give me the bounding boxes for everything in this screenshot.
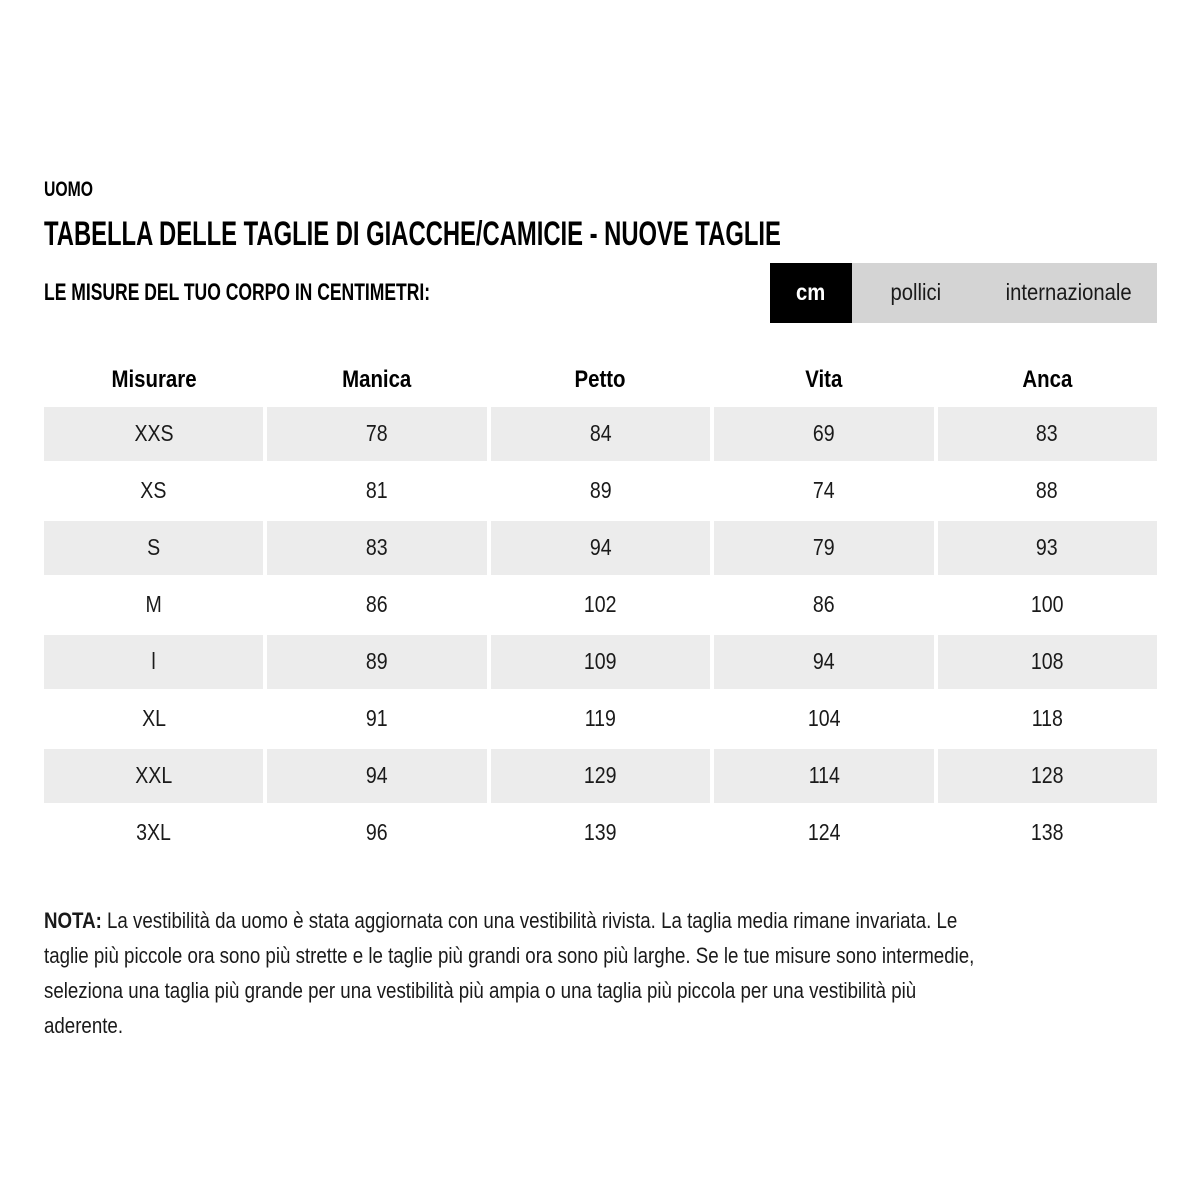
size-label: XL: [141, 705, 166, 732]
measure-cell: [267, 521, 486, 575]
measure-value: 114: [808, 762, 840, 789]
size-label: 3XL: [136, 819, 172, 846]
column-header-manica: [267, 357, 486, 404]
measure-cell: [491, 749, 710, 803]
measure-cell: [267, 749, 486, 803]
measure-value: 94: [589, 534, 612, 561]
measure-value: 88: [1036, 477, 1059, 504]
column-header-petto-text: Petto: [574, 366, 626, 394]
measure-value: 74: [812, 477, 835, 504]
measure-value: 104: [807, 705, 841, 732]
size-cell: [44, 749, 263, 803]
measure-cell: [714, 635, 933, 689]
measure-cell: [714, 407, 933, 461]
measure-cell: [491, 464, 710, 518]
measure-cell: [938, 464, 1157, 518]
column-header-anca: [938, 357, 1157, 404]
measure-cell: [491, 578, 710, 632]
measure-value: 124: [807, 819, 841, 846]
unit-option-cm[interactable]: [770, 263, 852, 323]
measure-cell: [491, 692, 710, 746]
measure-cell: [938, 578, 1157, 632]
measurements-subtitle-text: LE MISURE DEL TUO CORPO IN CENTIMETRI:: [44, 278, 431, 306]
category-label-text: UOMO: [44, 178, 93, 201]
header-row: [44, 357, 1157, 404]
page-title: [44, 217, 1157, 253]
measure-cell: [938, 635, 1157, 689]
unit-option-pollici-label: pollici: [890, 279, 942, 306]
fit-note-text: La vestibilità da uomo è stata aggiornata con una vestibilità rivista. La taglia media rimane invariata. Le taglie più piccole ora sono più strette e le taglie più grandi ora sono più larghe. Se le tue misure sono intermedie, seleziona una taglia più grande per una vestibilità più ampia o una taglia più piccola per una vestibilità più aderente.: [44, 907, 975, 1038]
measure-cell: [938, 806, 1157, 860]
measure-value: 94: [812, 648, 835, 675]
measure-cell: [491, 407, 710, 461]
measure-value: 109: [584, 648, 617, 675]
unit-option-pollici[interactable]: [852, 263, 980, 323]
controls-row: [44, 263, 1157, 323]
measure-cell: [267, 806, 486, 860]
size-label: l: [151, 648, 156, 675]
measure-value: 129: [584, 762, 617, 789]
measure-value: 78: [366, 420, 388, 447]
measure-value: 86: [812, 591, 835, 618]
measure-cell: [714, 578, 933, 632]
measure-cell: [267, 407, 486, 461]
size-label: XS: [140, 477, 167, 504]
measure-value: 83: [1036, 420, 1059, 447]
table-row-xxl: [44, 749, 1157, 803]
measure-cell: [938, 521, 1157, 575]
fit-note-label: NOTA:: [44, 907, 102, 933]
column-header-manica-text: Manica: [342, 366, 412, 394]
table-row-3xl: [44, 806, 1157, 860]
measure-value: 69: [812, 420, 835, 447]
measure-cell: [267, 692, 486, 746]
measure-cell: [714, 521, 933, 575]
measure-cell: [714, 749, 933, 803]
measure-value: 118: [1031, 705, 1063, 732]
measure-cell: [267, 635, 486, 689]
measure-value: 102: [584, 591, 617, 618]
column-header-petto: [491, 357, 710, 404]
column-header-anca-text: Anca: [1022, 366, 1073, 394]
unit-option-internazionale[interactable]: [980, 263, 1157, 323]
measure-value: 84: [589, 420, 612, 447]
size-label: M: [145, 591, 162, 618]
size-cell: [44, 692, 263, 746]
measure-value: 91: [366, 705, 388, 732]
measure-cell: [714, 806, 933, 860]
table-row-l: [44, 635, 1157, 689]
measure-cell: [491, 521, 710, 575]
measure-cell: [714, 692, 933, 746]
measure-value: 139: [584, 819, 617, 846]
unit-toggle: [770, 263, 1157, 323]
fit-note: [44, 903, 1000, 1043]
measure-cell: [267, 578, 486, 632]
column-header-misurare: [44, 357, 263, 404]
measure-value: 119: [584, 705, 617, 732]
size-label: XXL: [135, 762, 173, 789]
table-row-xl: [44, 692, 1157, 746]
table-row-xxs: [44, 407, 1157, 461]
size-table: [40, 354, 1161, 863]
measure-value: 108: [1030, 648, 1064, 675]
column-header-vita: [714, 357, 933, 404]
table-row-xs: [44, 464, 1157, 518]
size-table-header: [44, 357, 1157, 404]
measure-cell: [938, 749, 1157, 803]
measure-cell: [491, 806, 710, 860]
unit-option-internazionale-label: internazionale: [1005, 279, 1132, 306]
page-title-text: TABELLA DELLE TAGLIE DI GIACCHE/CAMICIE - NUOVE TAGLIE: [44, 215, 781, 254]
category-label: [44, 178, 1157, 201]
measure-cell: [267, 464, 486, 518]
measure-value: 93: [1036, 534, 1059, 561]
size-cell: [44, 635, 263, 689]
size-label: XXS: [134, 420, 174, 447]
measure-value: 86: [366, 591, 388, 618]
unit-option-cm-label: cm: [796, 279, 826, 306]
measure-value: 83: [366, 534, 388, 561]
measure-value: 96: [366, 819, 388, 846]
size-cell: [44, 464, 263, 518]
measure-value: 138: [1030, 819, 1064, 846]
table-row-m: [44, 578, 1157, 632]
column-header-misurare-text: Misurare: [111, 366, 197, 394]
measure-value: 94: [366, 762, 388, 789]
measure-value: 128: [1030, 762, 1064, 789]
size-label: S: [147, 534, 161, 561]
size-cell: [44, 521, 263, 575]
measure-cell: [938, 692, 1157, 746]
measure-value: 89: [366, 648, 388, 675]
size-cell: [44, 578, 263, 632]
measure-cell: [491, 635, 710, 689]
measure-cell: [714, 464, 933, 518]
measure-value: 100: [1030, 591, 1064, 618]
measure-value: 89: [589, 477, 612, 504]
measurements-subtitle: [44, 279, 573, 307]
column-header-vita-text: Vita: [805, 366, 843, 394]
measure-value: 79: [812, 534, 835, 561]
measure-value: 81: [366, 477, 388, 504]
size-cell: [44, 806, 263, 860]
size-table-body: [44, 407, 1157, 860]
table-row-s: [44, 521, 1157, 575]
measure-cell: [938, 407, 1157, 461]
size-cell: [44, 407, 263, 461]
